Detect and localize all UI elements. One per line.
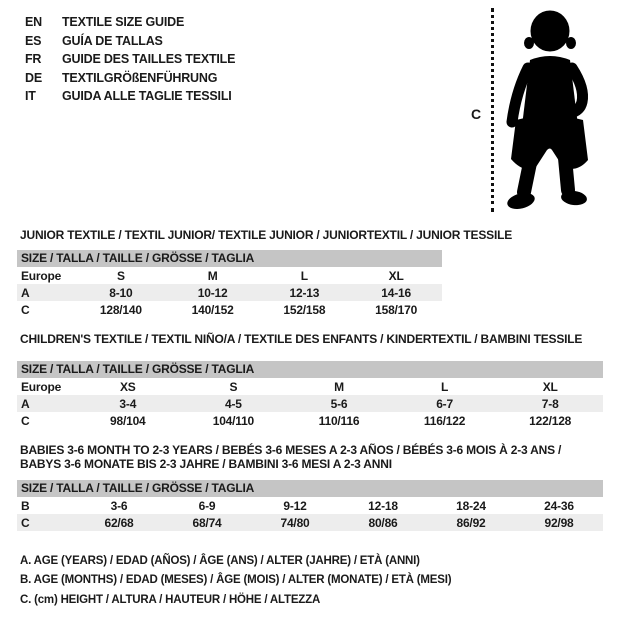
language-list: [25, 13, 235, 106]
row-label: C: [21, 515, 30, 530]
age-cell: 5-6: [330, 396, 348, 411]
size-header-bar: SIZE / TALLA / TAILLE / GRÖSSE / TAGLIA: [17, 480, 603, 497]
size-table-babies: [17, 443, 603, 531]
row-label: A: [21, 396, 30, 411]
height-cell: 62/68: [104, 515, 134, 530]
height-cell: 86/92: [456, 515, 486, 530]
table-row-europe: [17, 267, 442, 284]
age-cell: 18-24: [456, 498, 486, 513]
language-code: EN: [25, 15, 42, 29]
age-cell: 3-4: [119, 396, 137, 411]
height-cell: 140/152: [191, 302, 234, 317]
size-table-junior: [17, 228, 603, 318]
age-cell: 6-7: [436, 396, 453, 411]
row-label: A: [21, 285, 30, 300]
row-label: C: [21, 302, 30, 317]
toddler-silhouette-icon: [500, 8, 597, 210]
size-cell: M: [207, 268, 218, 283]
height-cell: 98/104: [110, 413, 146, 428]
language-code: ES: [25, 33, 42, 48]
language-row-fr: [25, 50, 235, 69]
language-code: DE: [25, 70, 42, 85]
height-cell: 104/110: [212, 413, 255, 428]
height-cell: 92/98: [544, 515, 574, 530]
age-cell: 6-9: [198, 498, 216, 513]
age-cell: 4-5: [225, 396, 242, 411]
size-cell: M: [334, 379, 344, 394]
height-cell: 74/80: [280, 515, 310, 530]
size-cell: XL: [388, 268, 404, 283]
table-title-junior: JUNIOR TEXTILE / TEXTIL JUNIOR/ TEXTILE JUNIOR / JUNIORTEXTIL / JUNIOR TESSILE: [20, 228, 513, 242]
language-row-es: [25, 32, 235, 51]
age-cell: 9-12: [283, 498, 307, 513]
size-table-children: [17, 332, 603, 429]
table-row-height: [17, 412, 603, 429]
height-cell: 68/74: [192, 515, 222, 530]
size-cell: L: [300, 268, 308, 283]
table-row-age: [17, 284, 442, 301]
age-cell: 24-36: [544, 498, 574, 513]
age-cell: 12-13: [289, 285, 320, 300]
row-label: B: [21, 498, 30, 513]
language-code: IT: [25, 89, 36, 104]
row-label: C: [21, 413, 30, 428]
age-cell: 7-8: [541, 396, 559, 411]
language-row-en: [25, 13, 235, 32]
height-cell: 128/140: [99, 302, 142, 317]
size-cell: S: [229, 379, 238, 394]
height-cell: 152/158: [283, 302, 326, 317]
table-row-europe: [17, 378, 603, 395]
height-cell: 116/122: [423, 413, 466, 428]
table-title-children: CHILDREN'S TEXTILE / TEXTIL NIÑO/A / TEXTILE DES ENFANTS / KINDERTEXTIL / BAMBINI TESSILE: [20, 332, 583, 346]
size-cell: XL: [542, 379, 558, 394]
age-cell: 12-18: [368, 498, 398, 513]
age-cell: 14-16: [381, 285, 411, 300]
legend: [20, 552, 451, 610]
guide-title: GUIDA ALLE TAGLIE TESSILI: [62, 89, 232, 104]
size-cell: XS: [119, 379, 136, 394]
age-cell: 10-12: [197, 285, 228, 300]
babies-table: [17, 480, 603, 531]
guide-title: TEXTILE SIZE GUIDE: [62, 15, 185, 29]
height-figure: [465, 6, 615, 218]
height-dashed-line: [491, 8, 494, 212]
size-cell: L: [441, 379, 449, 394]
size-header-bar: SIZE / TALLA / TAILLE / GRÖSSE / TAGLIA: [17, 361, 603, 378]
height-cell: 122/128: [529, 413, 572, 428]
guide-title: TEXTILGRÖßENFÜHRUNG: [62, 70, 218, 85]
legend-height-cm: C. (cm) HEIGHT / ALTURA / HAUTEUR / HÖHE / ALTEZZA: [20, 593, 321, 606]
size-cell: S: [116, 268, 125, 283]
table-title-babies: BABIES 3-6 MONTH TO 2-3 YEARS / BEBÉS 3-6 MESES A 2-3 AÑOS / BÉBÉS 3-6 MOIS À 2-3 ANS / BABYS 3-6 MONATE BIS 2-3 JAHRE / BAMBINI 3-6 MESI A 2-3 ANNI: [20, 443, 562, 471]
table-row-age: [17, 395, 603, 412]
size-tables: [17, 228, 603, 531]
age-cell: 3-6: [110, 498, 128, 513]
row-label: Europe: [21, 379, 62, 394]
row-label: Europe: [21, 268, 62, 283]
guide-title: GUIDE DES TAILLES TEXTILE: [62, 52, 236, 67]
table-row-height: [17, 301, 442, 318]
junior-table: [17, 250, 442, 318]
height-cell: 80/86: [368, 515, 398, 530]
guide-title: GUÍA DE TALLAS: [62, 33, 163, 48]
legend-age-years: A. AGE (YEARS) / EDAD (AÑOS) / ÂGE (ANS) / ALTER (JAHRE) / ETÀ (ANNI): [20, 555, 420, 567]
height-cell: 158/170: [375, 302, 418, 317]
height-measure-label: C: [471, 106, 482, 122]
height-cell: 110/116: [318, 413, 360, 428]
children-table: [17, 361, 603, 429]
table-row-age-months: [17, 497, 603, 514]
language-row-de: [25, 69, 235, 88]
table-row-height: [17, 514, 603, 531]
language-code: FR: [25, 52, 42, 67]
legend-age-months: B. AGE (MONTHS) / EDAD (MESES) / ÂGE (MOIS) / ALTER (MONATE) / ETÀ (MESI): [20, 574, 452, 587]
age-cell: 8-10: [109, 285, 133, 300]
size-header-bar: SIZE / TALLA / TAILLE / GRÖSSE / TAGLIA: [17, 250, 442, 267]
language-row-it: [25, 87, 235, 106]
